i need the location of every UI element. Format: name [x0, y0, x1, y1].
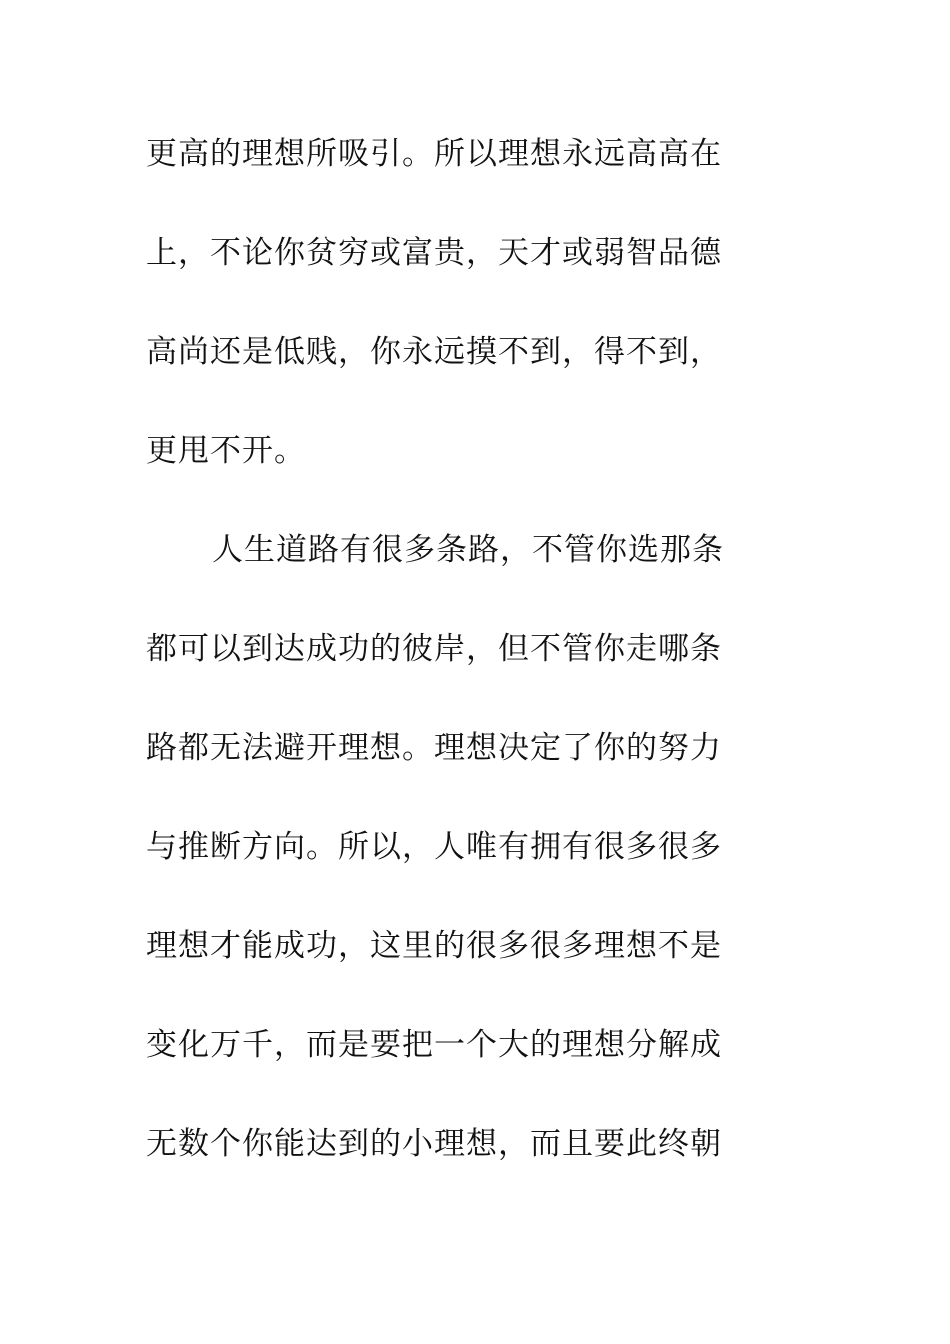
text-line: 都可以到达成功的彼岸，但不管你走哪条 — [146, 631, 722, 667]
text-line: 与推断方向。所以，人唯有拥有很多很多 — [146, 829, 722, 865]
text-line: 人生道路有很多条路，不管你选那条 — [212, 532, 724, 568]
paragraph-2 — [146, 522, 786, 1215]
text-line: 理想才能成功，这里的很多很多理想不是 — [146, 928, 722, 964]
text-line: 更高的理想所吸引。所以理想永远高高在 — [146, 136, 722, 172]
document-body — [146, 126, 786, 1215]
paragraph-1 — [146, 126, 786, 522]
text-line: 变化万千，而是要把一个大的理想分解成 — [146, 1027, 722, 1063]
text-line: 路都无法避开理想。理想决定了你的努力 — [146, 730, 722, 766]
text-line: 上，不论你贫穷或富贵，天才或弱智品德 — [146, 235, 722, 271]
text-line: 高尚还是低贱，你永远摸不到，得不到， — [146, 334, 722, 370]
text-line: 更甩不开。 — [146, 433, 306, 469]
text-line: 无数个你能达到的小理想，而且要此终朝 — [146, 1126, 722, 1162]
